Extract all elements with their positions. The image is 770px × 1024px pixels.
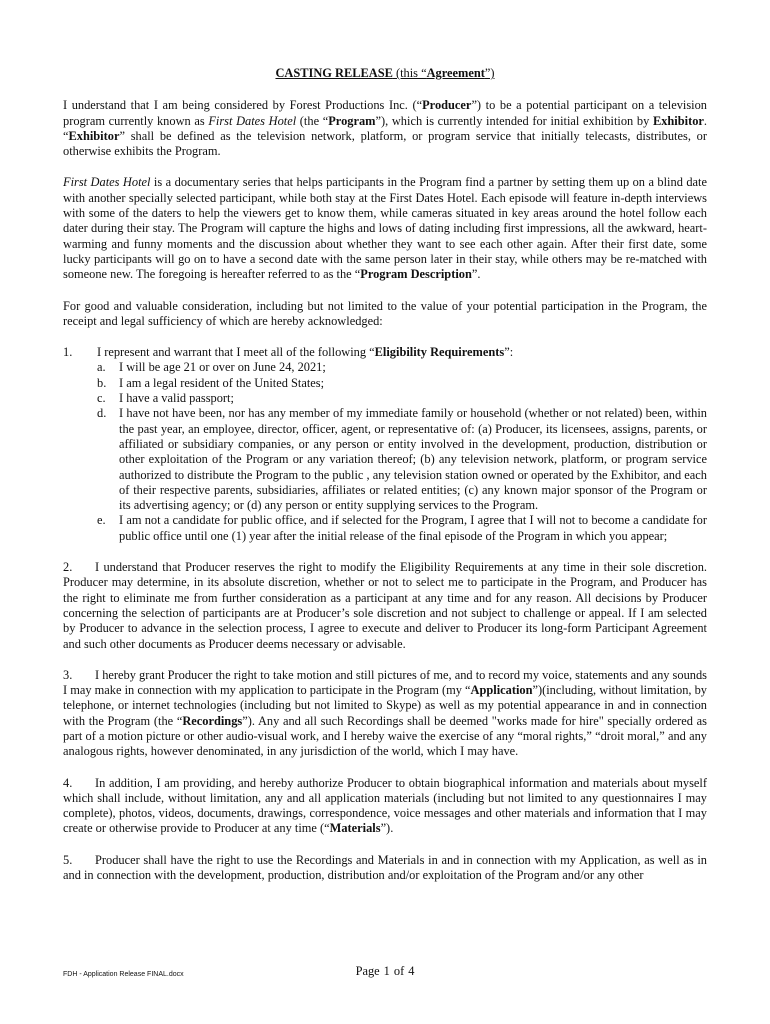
term-exhibitor: Exhibitor [652,113,704,128]
show-name: First Dates Hotel [63,175,151,190]
page-footer [63,963,707,979]
page-number: Page 1 of 4 [355,964,415,978]
list-item: a. I will be age 21 or over on June 24, 2021; [97,360,326,375]
list-item: b. I am a legal resident of the United States; [97,375,325,390]
document-title [63,66,707,81]
title-agreement: Agreement [426,66,485,80]
intro-paragraph: I understand that I am being considered by Forest Productions Inc. (“Producer”) to be a potential participant on a television program currently known as First Dates Hotel (the “Program”), which is currently intended for initial exhibition by Exhibitor. “Exhibitor” shall be defined as the television network, platform, or program service that initially telecasts, distributes, or otherwise exhibits the Program. [63,98,707,159]
section-2: 2. I understand that Producer reserves the right to modify the Eligibility Requirements at any time in their sole discretion. Producer may determine, in its absolute discretion, whether or not to select me to participate in the Program, and Producer has the right to eliminate me from further consideration as a participant at any time and for any reason. All decisions by Producer concerning the selection of participants are at Producer’s sole discretion and not subject to challenge or appeal. If I am selected by Producer to advance in the selection process, I agree to execute and deliver to Producer its long-form Participant Agreement and such other documents as Producer deems necessary or advisable. [63,560,707,651]
section-number: 1. [63,345,73,360]
list-item: e. I am not a candidate for public office, and if selected for the Program, I agree that I will not to become a candidate for public office until one (1) year after the initial release of the final episode of the Program in which you appear; [97,513,707,543]
title-open: (this “ [392,66,427,80]
term-application: Application [470,683,533,698]
section-number: 5. [63,852,73,867]
term-exhibitor-def: Exhibitor [68,128,120,143]
term-producer: Producer [422,98,472,113]
document-body [63,66,707,899]
show-name: First Dates Hotel [208,113,297,128]
eligibility-list [63,360,707,544]
program-description-paragraph: First Dates Hotel is a documentary series that helps participants in the Program find a partner by setting them up on a blind date with another specially selected participant, while both stay at the First Dates Hotel. Each episode will feature in-depth interviews with some of the daters to help the viewers get to know them, while cameras situated in key areas around the hotel follow each dater during their stay. The Program will capture the highs and lows of dating including first impressions, all the awkward, heart-warming and funny moments and the discussion about whether they want to see each other again. After their first date, some lucky participants will go on to have a second date with the same person later in their stay, while others may be re-matched with someone new. The foregoing is hereafter referred to as the “Program Description”. [63,175,707,282]
title-close: ”) [484,66,495,80]
list-item: d. I have not have been, nor has any member of my immediate family or household (whether or not related) been, within the past year, an employee, director, officer, agent, or representative of: (a) Producer, its licensees, assigns, parents, or affiliated or subsidiary companies, or any person or entity involved in the development, production, distribution or other exploitation of the Program or any variation thereof; (b) any television network, platform, or program service authorized to distribute the Program to the public , any television station owned or operated by the Exhibitor, and each of their respective parents, subsidiaries, affiliates or related entities; (c) any known major sponsor of the Program or its advertising agency; or (d) any person or entity supplying services to the Program. [97,406,707,513]
term-recordings: Recordings [182,713,243,728]
section-5: 5. Producer shall have the right to use the Recordings and Materials in and in connection with my Application, as well as in and in connection with the development, production, distribution and/or exploitation of the Program and/or any other [63,852,707,883]
term-program-description: Program Description [360,267,472,282]
footer-filename: FDH - Application Release FINAL.docx [63,971,184,978]
section-number: 2. [63,560,73,575]
term-eligibility: Eligibility Requirements [374,345,505,360]
section-number: 3. [63,667,73,682]
list-item: c. I have a valid passport; [97,391,234,406]
section-number: 4. [63,775,73,790]
term-program: Program [328,113,376,128]
section-4: 4. In addition, I am providing, and hereby authorize Producer to obtain biographical information and materials about myself which shall include, without limitation, any and all application materials (including but not limited to any questionnaires I may complete), photos, videos, documents, drawings, correspondence, voice messages and other materials and information that I may create or otherwise provide to Producer at any time (“Materials”). [63,775,707,836]
consideration-paragraph: For good and valuable consideration, including but not limited to the value of your potential participation in the Program, the receipt and legal sufficiency of which are hereby acknowledged: [63,298,707,328]
section-3: 3. I hereby grant Producer the right to take motion and still pictures of me, and to record my voice, statements and any sounds I may make in connection with my application to participate in the Program (my “Application”)(including, without limitation, by telephone, or internet technologies (including but not limited to Skype) as well as my potential appearance in and in connection with the Program (the “Recordings”). Any and all such Recordings shall be deemed "works made for hire" specially ordered as part of a motion picture or other audio-visual work, and I hereby waive the exercise of any “moral rights,” “droit moral,” and any analogous rights, however denominated, in any jurisdiction of the world, which I may have. [63,667,707,759]
title-main: CASTING RELEASE [275,66,393,80]
term-materials: Materials [329,821,381,836]
section-1: 1. I represent and warrant that I meet all of the following “Eligibility Requirements”: [63,345,514,360]
